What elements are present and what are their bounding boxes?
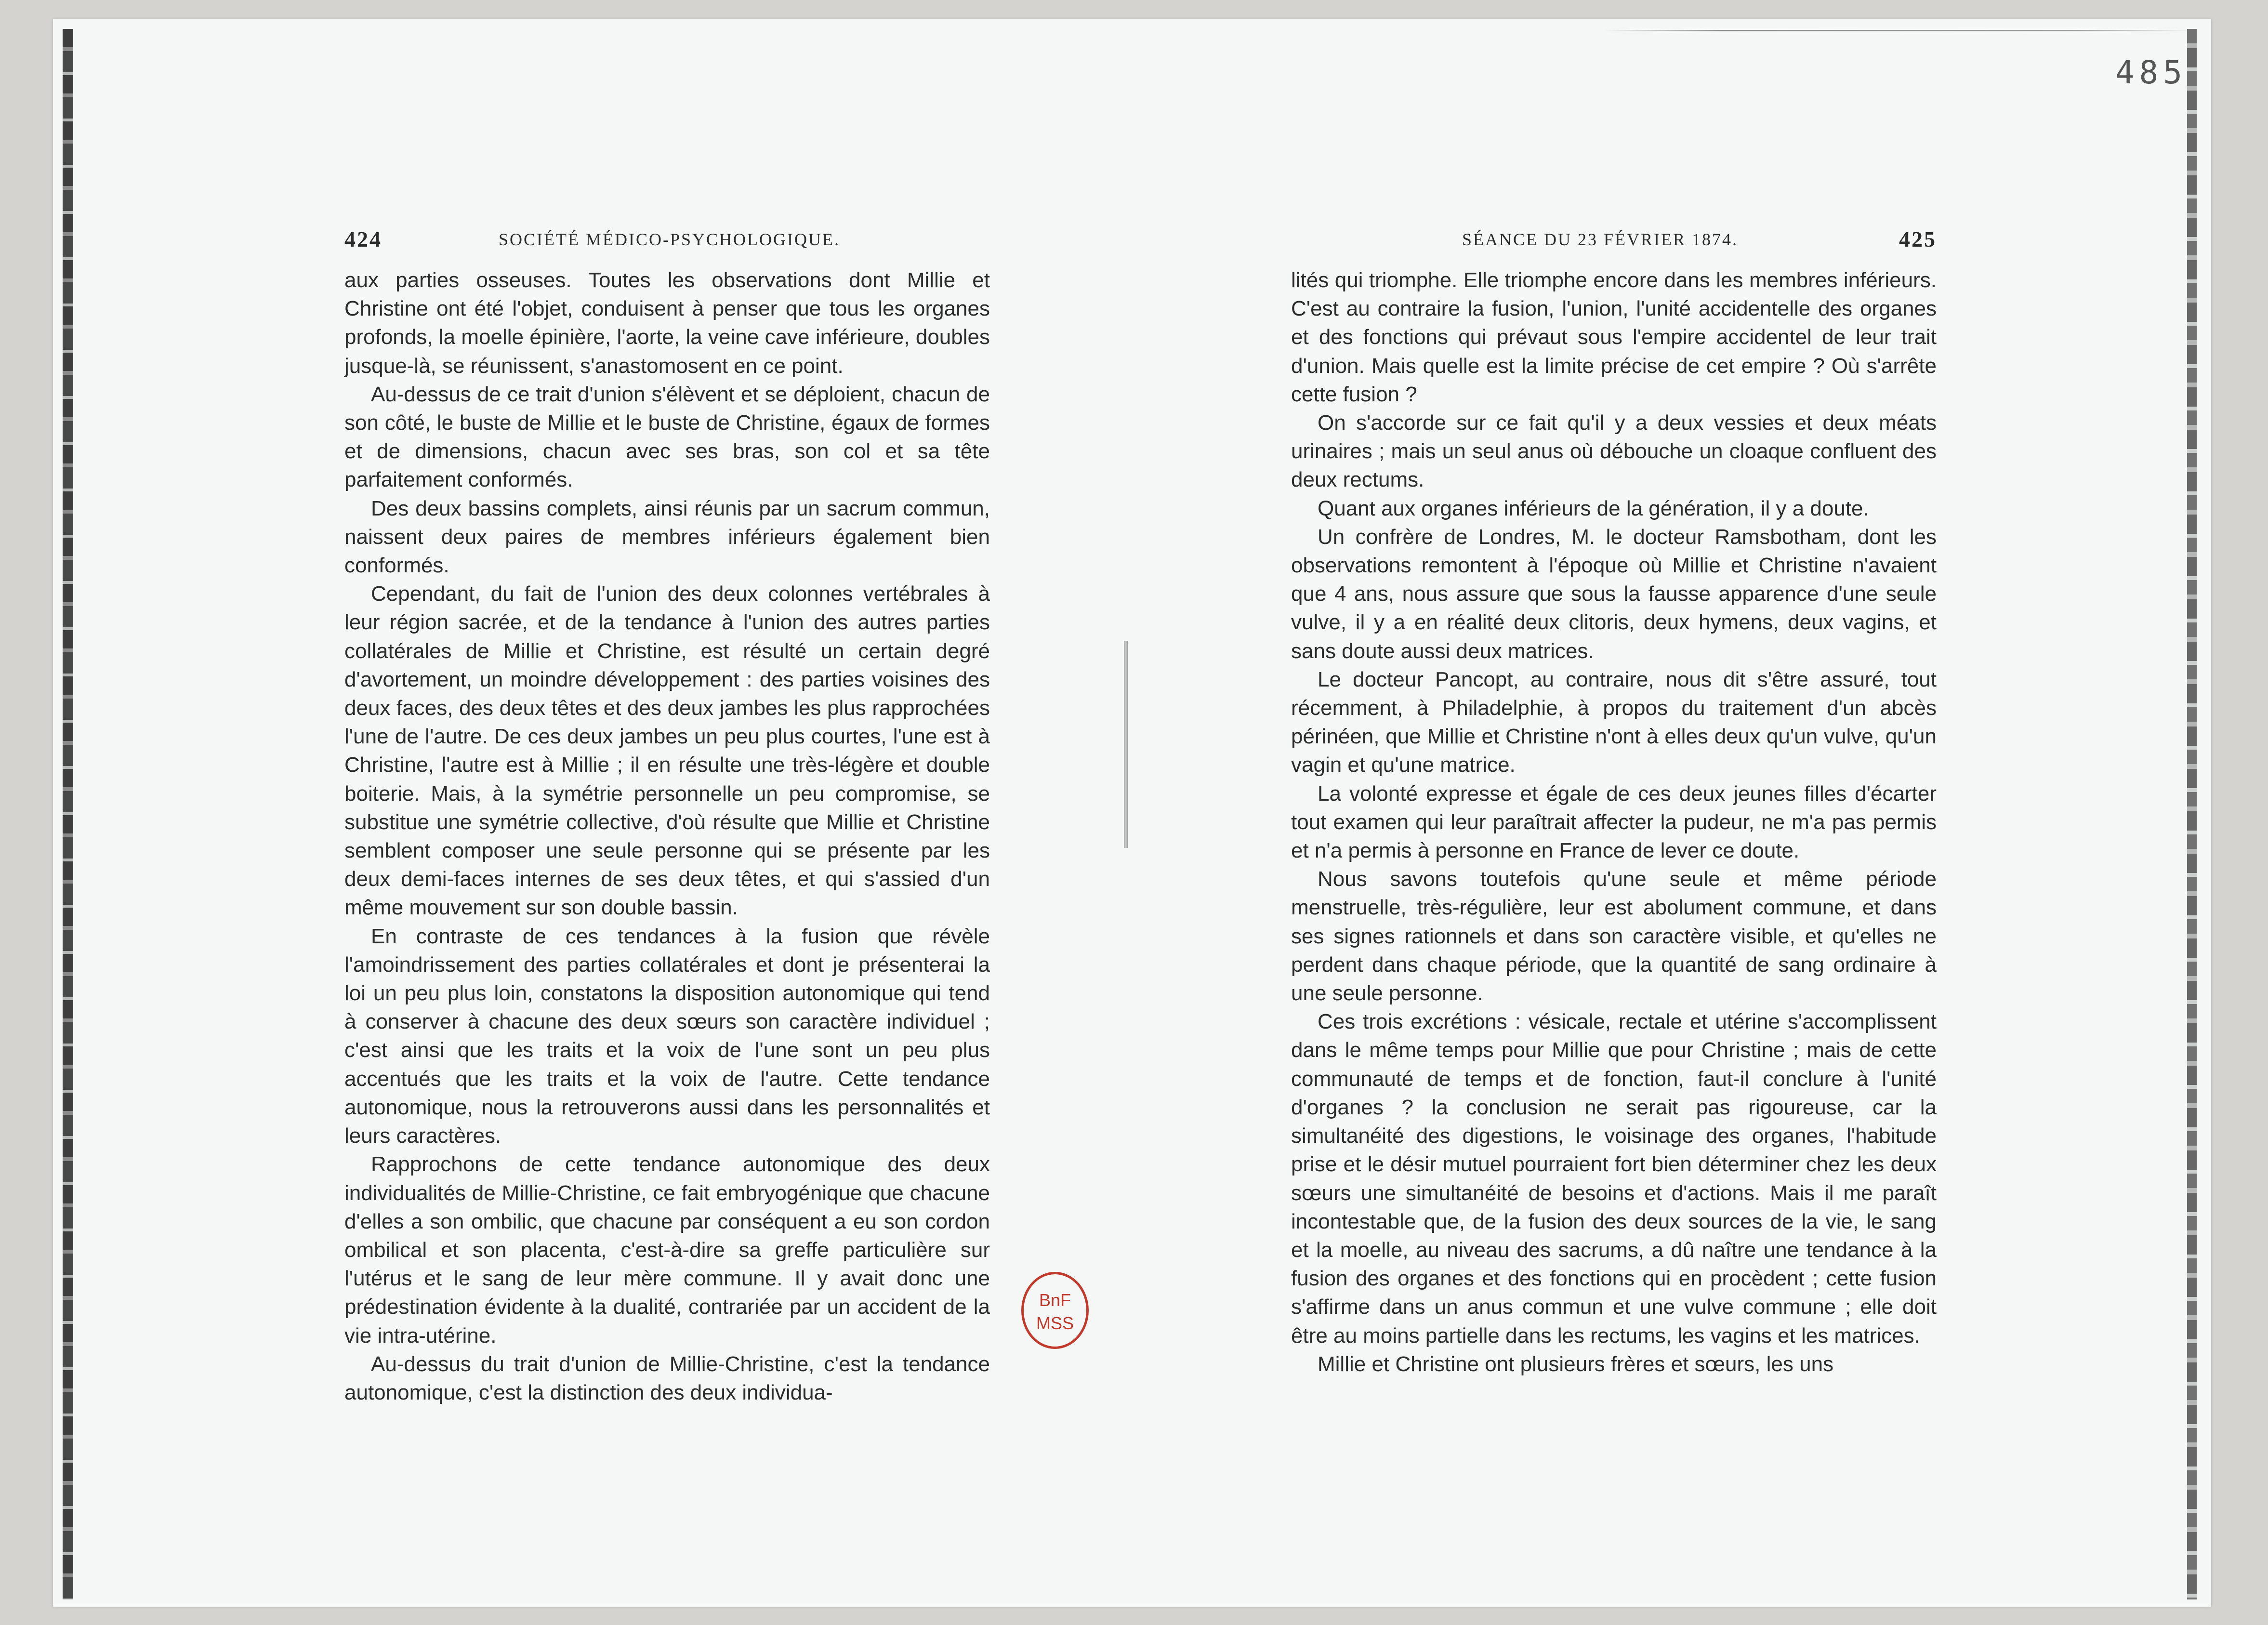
paragraph: Le docteur Pancopt, au contraire, nous dit s'être assuré, tout récemment, à Philadelphie, à propos du traitement d'un abcès périnéen, que Millie et Christine n'ont à elles deux qu'un vulve, qu'un vagin et qu'une matrice. xyxy=(1291,667,1937,777)
right-running-head xyxy=(1291,226,1937,255)
paragraph: Rapprochons de cette tendance autonomique des deux individualités de Millie-Christine, ce fait embryogénique que chacune d'elles a son ombilic, que chacune par conséquent a eu son cordon ombilical et son placenta, c'est-à-dire sa greffe particulière sur l'utérus et le sang de leur mère commune. Il y avait donc une prédestination évidente à la dualité, contrariée par un accident de la vie intra-utérine. xyxy=(344,1152,990,1348)
running-title: SOCIÉTÉ MÉDICO-PSYCHOLOGIQUE. xyxy=(499,230,840,249)
paragraph: Au-dessus de ce trait d'union s'élèvent et se déploient, chacun de son côté, le buste de Millie et le buste de Christine, égaux de formes et de dimensions, chacun avec ses bras, son col et sa tête parfaitement conformés. xyxy=(344,382,990,492)
top-edge-mark xyxy=(1604,30,2192,31)
folio-number: 485 xyxy=(2115,54,2187,91)
paragraph: Cependant, du fait de l'union des deux colonnes vertébrales à leur région sacrée, et de la tendance à l'union des autres parties collatérales de Millie et Christine, est résulté un certain degré d'avortement, un moindre développement : des parties voisines des deux faces, des deux têtes et des deux jambes les plus rapprochées l'une de l'autre. De ces deux jambes un peu plus courtes, l'une est à Christine, l'autre est à Millie ; il en résulte une très-légère et double boiterie. Mais, à la symétrie personnelle un peu compromise, se substitue une symétrie collective, d'où résulte que Millie et Christine semblent composer une seule personne qui se présente par les deux demi-faces internes de ses deux têtes, et qui s'assied d'un même mouvement sur son double bassin. xyxy=(344,582,990,920)
paragraph: Au-dessus du trait d'union de Millie-Christine, c'est la tendance autonomique, c'est la distinction des deux individua- xyxy=(344,1352,990,1404)
left-page xyxy=(344,226,990,1407)
left-body-text xyxy=(344,266,990,1407)
paragraph: En contraste de ces tendances à la fusion que révèle l'amoindrissement des parties collatérales et dont je présenterai la loi un peu plus loin, constatons la disposition autonomique qui tend à conserver à chacune des deux sœurs son caractère individuel ; c'est ainsi que les traits et la voix de l'une sont un peu plus accentués que les traits et la voix de l'autre. Cette tendance autonomique, nous la retrouverons aussi dans les personnalités et leurs caractères. xyxy=(344,924,990,1148)
paragraph: Des deux bassins complets, ainsi réunis par un sacrum commun, naissent deux paires de membres inférieurs également bien conformés. xyxy=(344,496,990,578)
left-binding-edge xyxy=(63,29,73,1599)
paragraph: La volonté expresse et égale de ces deux jeunes filles d'écarter tout examen qui leur paraîtrait affecter la pudeur, ne m'a pas permis et n'a permis à personne en France de lever ce doute. xyxy=(1291,781,1937,863)
page-number: 425 xyxy=(1899,227,1937,251)
paragraph: lités qui triomphe. Elle triomphe encore dans les membres inférieurs. C'est au contraire la fusion, l'union, l'unité accidentelle des organes et des fonctions qui prévaut sous l'empire accidentel de leur trait d'union. Mais quelle est la limite précise de cet empire ? Où s'arrête cette fusion ? xyxy=(1291,268,1937,406)
running-title: SÉANCE DU 23 FÉVRIER 1874. xyxy=(1462,230,1739,249)
right-page xyxy=(1291,226,1937,1378)
paragraph: Millie et Christine ont plusieurs frères et sœurs, les uns xyxy=(1318,1352,1834,1376)
paragraph: aux parties osseuses. Toutes les observations dont Millie et Christine ont été l'objet, conduisent à penser que tous les organes profonds, la moelle épinière, l'aorte, la veine cave inférieure, doubles jusque-là, se réunissent, s'anastomosent en ce point. xyxy=(344,268,990,378)
right-binding-edge xyxy=(2187,29,2197,1599)
left-running-head xyxy=(344,226,990,255)
stamp-line: MSS xyxy=(1036,1313,1074,1333)
paragraph: Ces trois excrétions : vésicale, rectale et utérine s'accomplissent dans le même temps pour Millie que pour Christine ; mais de cette communauté de temps et de fonction, faut-il conclure à l'unité d'organes ? la conclusion ne serait pas rigoureuse, car la simultanéité des digestions, le voisinage des organes, l'habitude prise et le désir mutuel pourraient fort bien déterminer chez les deux sœurs une simultanéité de besoins et d'actions. Mais il me paraît incontestable que, de la fusion des deux sources de la vie, le sang et la moelle, au niveau des sacrums, a dû naître une tendance à la fusion des organes et des fonctions qui en procèdent ; cette fusion s'affirme dans un anus commun et une vulve commune ; elle doit être au moins partielle dans les rectums, les vagins et les matrices. xyxy=(1291,1010,1937,1348)
bnf-library-stamp xyxy=(1021,1272,1089,1349)
paragraph: On s'accorde sur ce fait qu'il y a deux vessies et deux méats urinaires ; mais un seul anus où débouche un cloaque confluent des deux rectums. xyxy=(1291,411,1937,492)
paragraph: Quant aux organes inférieurs de la génération, il y a doute. xyxy=(1318,496,1869,520)
right-body-text xyxy=(1291,266,1937,1378)
stamp-line: BnF xyxy=(1039,1290,1071,1310)
paragraph: Nous savons toutefois qu'une seule et même période menstruelle, très-régulière, leur est abolument commune, et dans ses signes rationnels et dans son caractère visible, et qu'elles ne perdent dans chaque période, que la quantité de sang ordinaire à une seule personne. xyxy=(1291,867,1937,1005)
paragraph: Un confrère de Londres, M. le docteur Ramsbotham, dont les observations remontent à l'époque où Millie et Christine n'avaient que 4 ans, nous assure que sous la fausse apparence d'une seule vulve, il y a en réalité deux clitoris, deux hymens, deux vagins, et sans doute aussi deux matrices. xyxy=(1291,525,1937,663)
page-number: 424 xyxy=(344,227,382,251)
center-fold xyxy=(1124,641,1128,848)
